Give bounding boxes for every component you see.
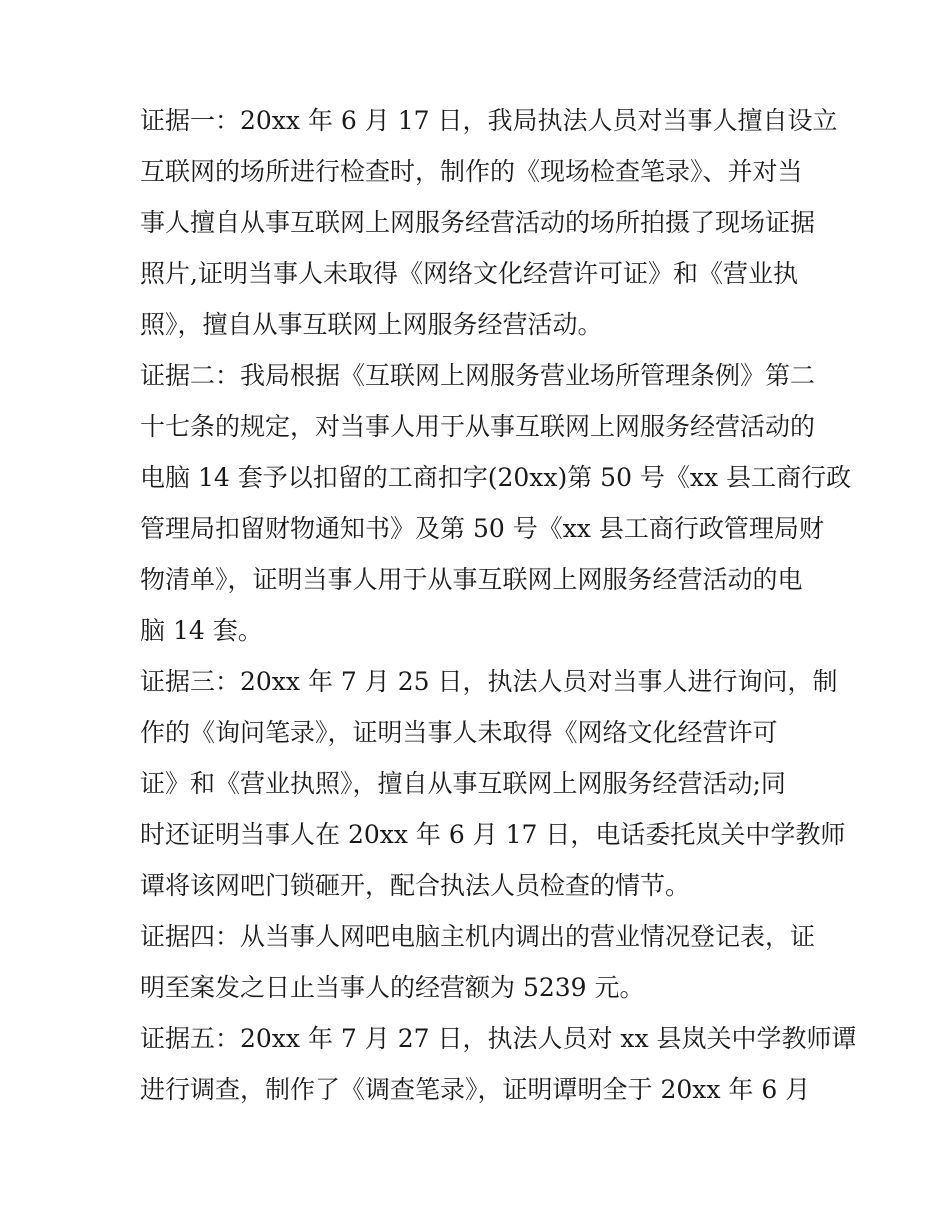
text-line: 电脑 14 套予以扣留的工商扣字(20xx)第 50 号《xx 县工商行政 [140,463,852,492]
text-line: 证据三：20xx 年 7 月 25 日，执法人员对当事人进行询问，制 [140,667,838,696]
text-line: 十七条的规定，对当事人用于从事互联网上网服务经营活动的 [140,412,816,441]
text-line: 明至案发之日止当事人的经营额为 5239 元。 [140,973,645,1002]
text-line: 作的《询问笔录》，证明当事人未取得《网络文化经营许可 [140,718,778,747]
text-line: 证据四：从当事人网吧电脑主机内调出的营业情况登记表，证 [140,922,816,951]
text-line: 证据五：20xx 年 7 月 27 日，执法人员对 xx 县岚关中学教师谭 [140,1024,857,1053]
text-line: 证据二：我局根据《互联网上网服务营业场所管理条例》第二 [140,361,816,390]
text-line: 证据一：20xx 年 6 月 17 日，我局执法人员对当事人擅自设立 [140,106,838,135]
text-line: 互联网的场所进行检查时，制作的《现场检查笔录》、并对当 [140,157,803,186]
text-line: 进行调查，制作了《调查笔录》，证明谭明全于 20xx 年 6 月 [140,1075,811,1104]
text-line: 照片,证明当事人未取得《网络文化经营许可证》和《营业执 [140,259,798,288]
text-line: 谭将该网吧门锁砸开，配合执法人员检查的情节。 [140,871,691,900]
text-line: 管理局扣留财物通知书》及第 50 号《xx 县工商行政管理局财 [140,514,824,543]
text-line: 时还证明当事人在 20xx 年 6 月 17 日，电话委托岚关中学教师 [140,820,846,849]
text-line: 事人擅自从事互联网上网服务经营活动的场所拍摄了现场证据 [140,208,816,237]
text-line: 脑 14 套。 [140,616,263,645]
text-line: 证》和《营业执照》，擅自从事互联网上网服务经营活动;同 [140,769,786,798]
text-line: 照》，擅自从事互联网上网服务经营活动。 [140,310,603,339]
text-line: 物清单》，证明当事人用于从事互联网上网服务经营活动的电 [140,565,803,594]
